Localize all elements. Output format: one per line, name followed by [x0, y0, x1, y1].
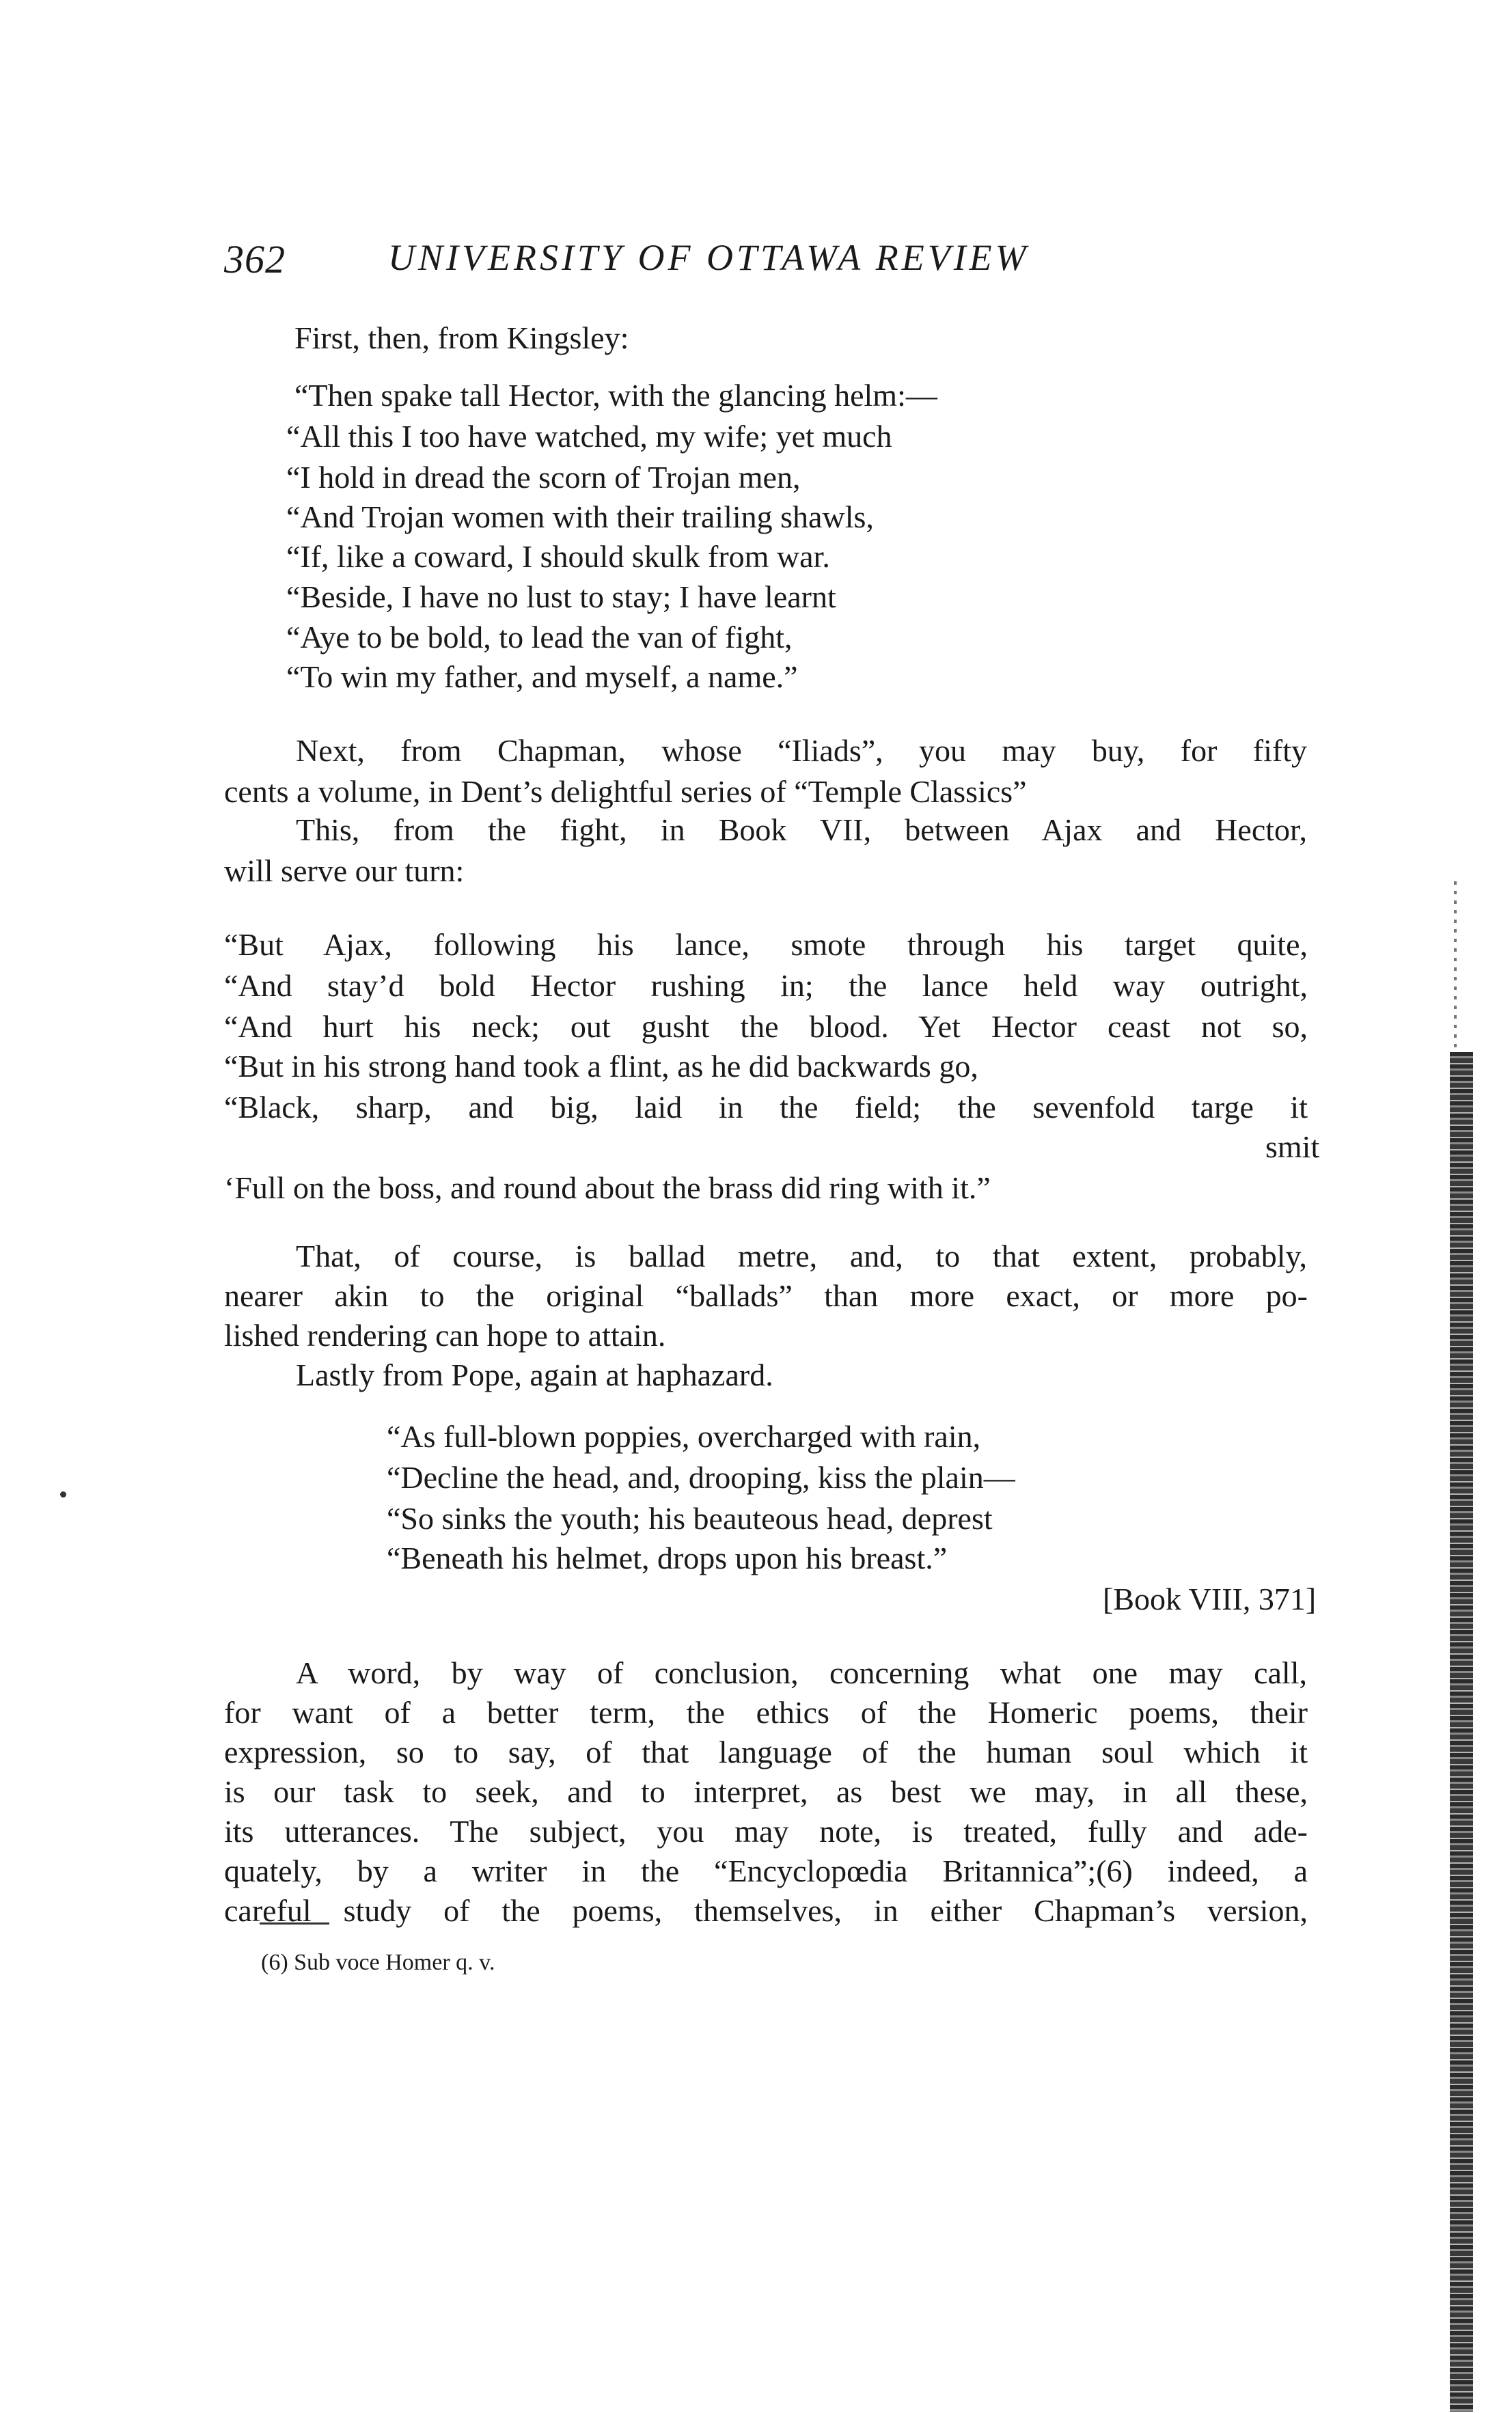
verse-line: “Aye to be bold, to lead the van of fight, — [286, 620, 793, 654]
verse-line: “And Trojan women with their trailing shawls, — [286, 499, 874, 534]
text-line: its utterances. The subject, you may note, is treated, fully and ade- — [224, 1814, 1308, 1849]
pope-intro: Lastly from Pope, again at haphazard. — [296, 1357, 773, 1392]
book-citation: [Book VIII, 371] — [1103, 1582, 1317, 1616]
text-line: Next, from Chapman, whose “Iliads”, you may buy, for fifty — [296, 733, 1307, 768]
text-line: for want of a better term, the ethics of the Homeric poems, their — [224, 1695, 1308, 1730]
text-line: careful study of the poems, themselves, in either Chapman’s version, — [224, 1893, 1308, 1928]
verse-line: “All this I too have watched, my wife; yet much — [286, 419, 892, 454]
scan-edge-artifact — [1450, 1052, 1473, 2412]
text-line: quately, by a writer in the “Encyclopœdia Britannica”;(6) indeed, a — [224, 1853, 1308, 1888]
verse-line: “Black, sharp, and big, laid in the field; the sevenfold targe it — [224, 1090, 1308, 1125]
text-line: cents a volume, in Dent’s delightful series of “Temple Classics” — [224, 774, 1027, 809]
verse-line: “Beneath his helmet, drops upon his breast.” — [387, 1541, 948, 1575]
verse-line: “If, like a coward, I should skulk from war. — [286, 539, 830, 574]
verse-line: “Beside, I have no lust to stay; I have learnt — [286, 579, 836, 614]
text-line: lished rendering can hope to attain. — [224, 1318, 666, 1353]
text-line: That, of course, is ballad metre, and, to that extent, probably, — [296, 1239, 1307, 1273]
verse-line-overflow: smit — [1265, 1129, 1320, 1164]
verse-line: ‘Full on the boss, and round about the brass did ring with it.” — [224, 1170, 991, 1205]
verse-line: “I hold in dread the scorn of Trojan men, — [286, 460, 801, 495]
verse-line: “But in his strong hand took a flint, as he did backwards go, — [224, 1049, 978, 1084]
verse-line: “To win my father, and myself, a name.” — [286, 659, 798, 694]
verse-line: “And hurt his neck; out gusht the blood. Yet Hector ceast not so, — [224, 1009, 1308, 1044]
footnote-rule — [260, 1922, 329, 1925]
running-header-title: UNIVERSITY OF OTTAWA REVIEW — [388, 237, 1030, 278]
scan-edge-artifact — [1454, 881, 1457, 1052]
verse-line: “But Ajax, following his lance, smote through his target quite, — [224, 927, 1308, 962]
verse-line: “As full-blown poppies, overcharged with rain, — [387, 1419, 981, 1454]
text-line: nearer akin to the original “ballads” than more exact, or more po- — [224, 1278, 1308, 1313]
kingsley-intro: First, then, from Kingsley: — [294, 320, 629, 355]
text-line: A word, by way of conclusion, concerning what one may call, — [296, 1655, 1307, 1690]
scan-speck — [60, 1491, 66, 1498]
verse-line: “So sinks the youth; his beauteous head, deprest — [387, 1501, 993, 1536]
verse-line: “And stay’d bold Hector rushing in; the lance held way outright, — [224, 968, 1308, 1003]
verse-line: “Decline the head, and, drooping, kiss the plain— — [387, 1460, 1015, 1495]
text-line: expression, so to say, of that language of the human soul which it — [224, 1735, 1308, 1769]
verse-line: “Then spake tall Hector, with the glancing helm:— — [294, 378, 937, 413]
text-line: is our task to seek, and to interpret, as best we may, in all these, — [224, 1774, 1308, 1809]
text-line: This, from the fight, in Book VII, between Ajax and Hector, — [296, 812, 1307, 847]
text-line: will serve our turn: — [224, 853, 465, 888]
footnote: (6) Sub voce Homer q. v. — [261, 1950, 495, 1975]
page-number: 362 — [224, 237, 286, 281]
